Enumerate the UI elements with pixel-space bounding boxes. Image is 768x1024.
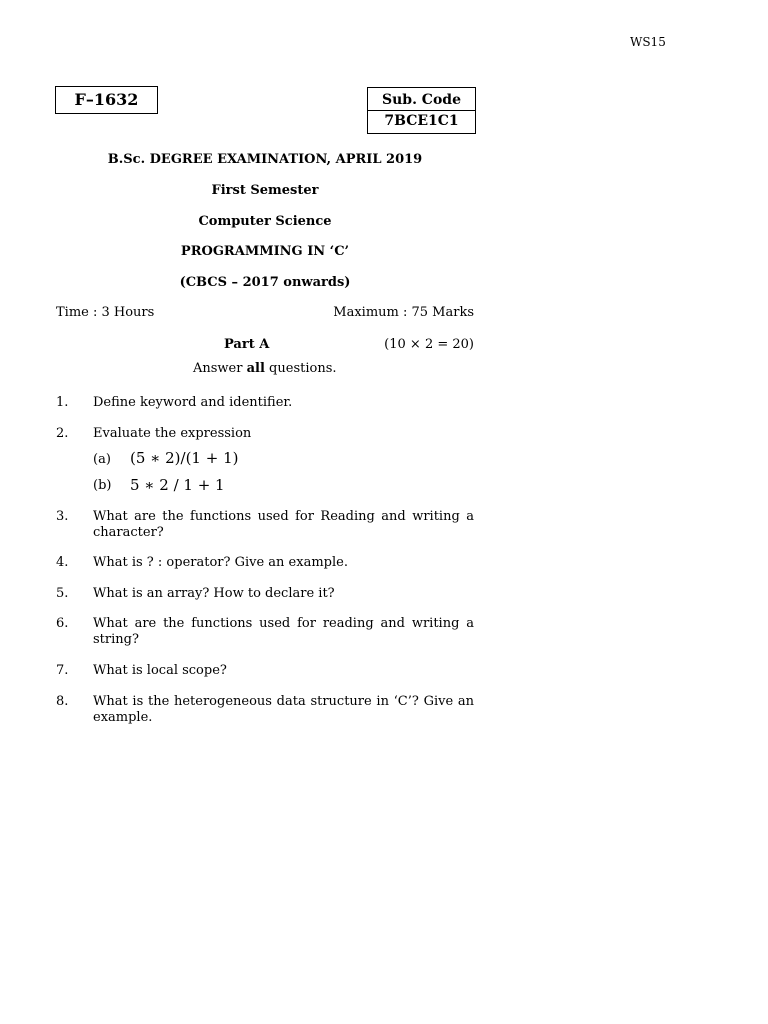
sub-code-table	[367, 87, 476, 134]
question-text: What is the heterogeneous data structure in ‘C’? Give an example.	[93, 694, 474, 725]
instruction-bold: all	[246, 361, 265, 376]
semester: First Semester	[211, 183, 319, 198]
question-number: 8.	[56, 694, 69, 709]
question-text: What are the functions used for reading and writing a string?	[93, 616, 474, 647]
question-number: 1.	[56, 395, 69, 410]
question-number: 4.	[56, 555, 69, 570]
question-text: What are the functions used for Reading and writing a character?	[93, 509, 474, 540]
ws-code: WS15	[630, 35, 666, 49]
expression: (5 ∗ 2)/(1 + 1)	[130, 449, 239, 467]
sub-code-value: 7BCE1C1	[367, 111, 476, 134]
question-number: 6.	[56, 616, 69, 631]
question-text: What is local scope?	[93, 663, 227, 678]
instruction	[193, 361, 337, 376]
paper-title: PROGRAMMING IN ‘C’	[180, 244, 350, 259]
part-marks: (10 × 2 = 20)	[384, 337, 474, 352]
question-text: Define keyword and identifier.	[93, 395, 293, 410]
instruction-post: questions.	[264, 361, 337, 376]
paper-code-box: F–1632	[55, 86, 158, 114]
question-text: Evaluate the expression	[93, 426, 252, 441]
question-number: 3.	[56, 509, 69, 524]
question-number: 5.	[56, 586, 69, 601]
maximum-marks: Maximum : 75 Marks	[333, 305, 474, 320]
instruction-pre: Answer	[193, 361, 247, 376]
subpart-label: (a)	[93, 452, 111, 467]
subject: Computer Science	[198, 214, 332, 229]
question-number: 7.	[56, 663, 69, 678]
expression: 5 ∗ 2 / 1 + 1	[130, 476, 225, 494]
part-title: Part A	[224, 337, 270, 352]
exam-title: B.Sc. DEGREE EXAMINATION, APRIL 2019	[107, 152, 423, 167]
subpart-label: (b)	[93, 478, 112, 493]
question-text: What is an array? How to declare it?	[93, 586, 335, 601]
time-allowed: Time : 3 Hours	[56, 305, 155, 320]
question-text: What is ? : operator? Give an example.	[93, 555, 348, 570]
scheme: (CBCS – 2017 onwards)	[179, 275, 351, 290]
question-number: 2.	[56, 426, 69, 441]
sub-code-label: Sub. Code	[367, 87, 476, 111]
